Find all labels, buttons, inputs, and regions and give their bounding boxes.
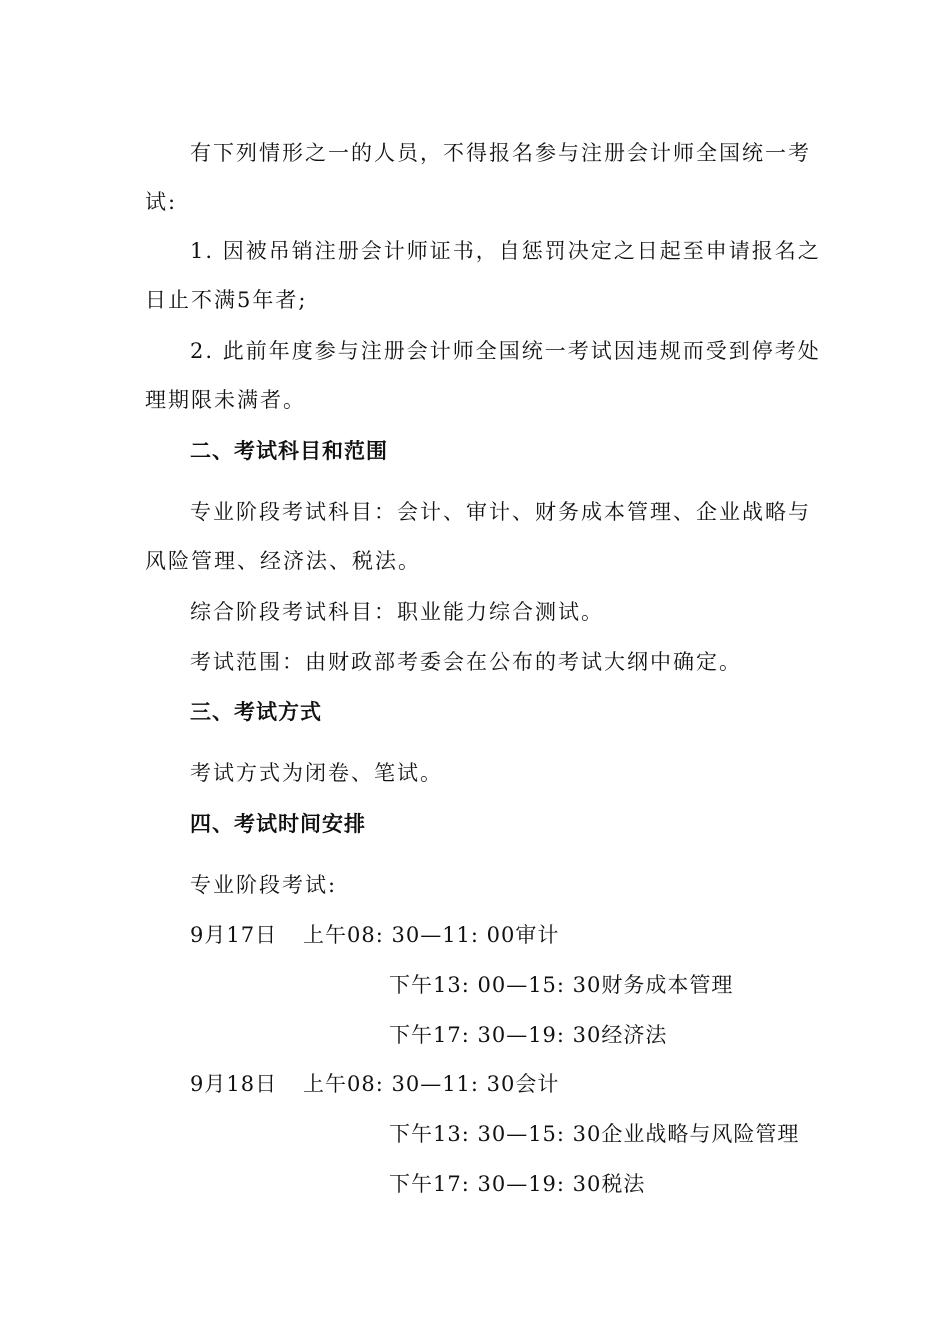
schedule-date-sep17: 9月17日 <box>190 923 278 947</box>
paragraph-ineligibility-line2: 试: <box>145 190 178 214</box>
list-item-1-line2: 日止不满5年者; <box>145 288 308 312</box>
paragraph-prof-subjects-line2: 风险管理、经济法、税法。 <box>145 549 421 573</box>
paragraph-prof-subjects-line1: 专业阶段考试科目：会计、审计、财务成本管理、企业战略与 <box>190 500 811 524</box>
paragraph-ineligibility-line1: 有下列情形之一的人员，不得报名参与注册会计师全国统一考 <box>190 141 811 165</box>
section-heading-subjects: 二、考试科目和范围 <box>190 439 388 463</box>
schedule-intro: 专业阶段考试: <box>190 873 338 897</box>
schedule-row: 上午08: 30—11: 30会计 <box>303 1072 560 1096</box>
section-heading-schedule: 四、考试时间安排 <box>190 812 366 836</box>
paragraph-exam-method: 考试方式为闭卷、笔试。 <box>190 761 443 785</box>
paragraph-comprehensive-subject: 综合阶段考试科目：职业能力综合测试。 <box>190 600 604 624</box>
list-item-2-line2: 理期限未满者。 <box>145 388 306 412</box>
paragraph-exam-scope: 考试范围：由财政部考委会在公布的考试大纲中确定。 <box>190 650 742 674</box>
section-heading-exam-method: 三、考试方式 <box>190 700 322 724</box>
schedule-row: 下午17: 30—19: 30税法 <box>389 1172 646 1196</box>
list-item-1-line1: 1. 因被吊销注册会计师证书，自惩罚决定之日起至申请报名之 <box>190 239 821 263</box>
schedule-row: 上午08: 30—11: 00审计 <box>303 923 560 947</box>
schedule-row: 下午13: 30—15: 30企业战略与风险管理 <box>389 1122 800 1146</box>
schedule-date-sep18: 9月18日 <box>190 1072 278 1096</box>
schedule-row: 下午17: 30—19: 30经济法 <box>389 1023 668 1047</box>
list-item-2-line1: 2. 此前年度参与注册会计师全国统一考试因违规而受到停考处 <box>190 339 821 363</box>
schedule-row: 下午13: 00—15: 30财务成本管理 <box>389 973 734 997</box>
